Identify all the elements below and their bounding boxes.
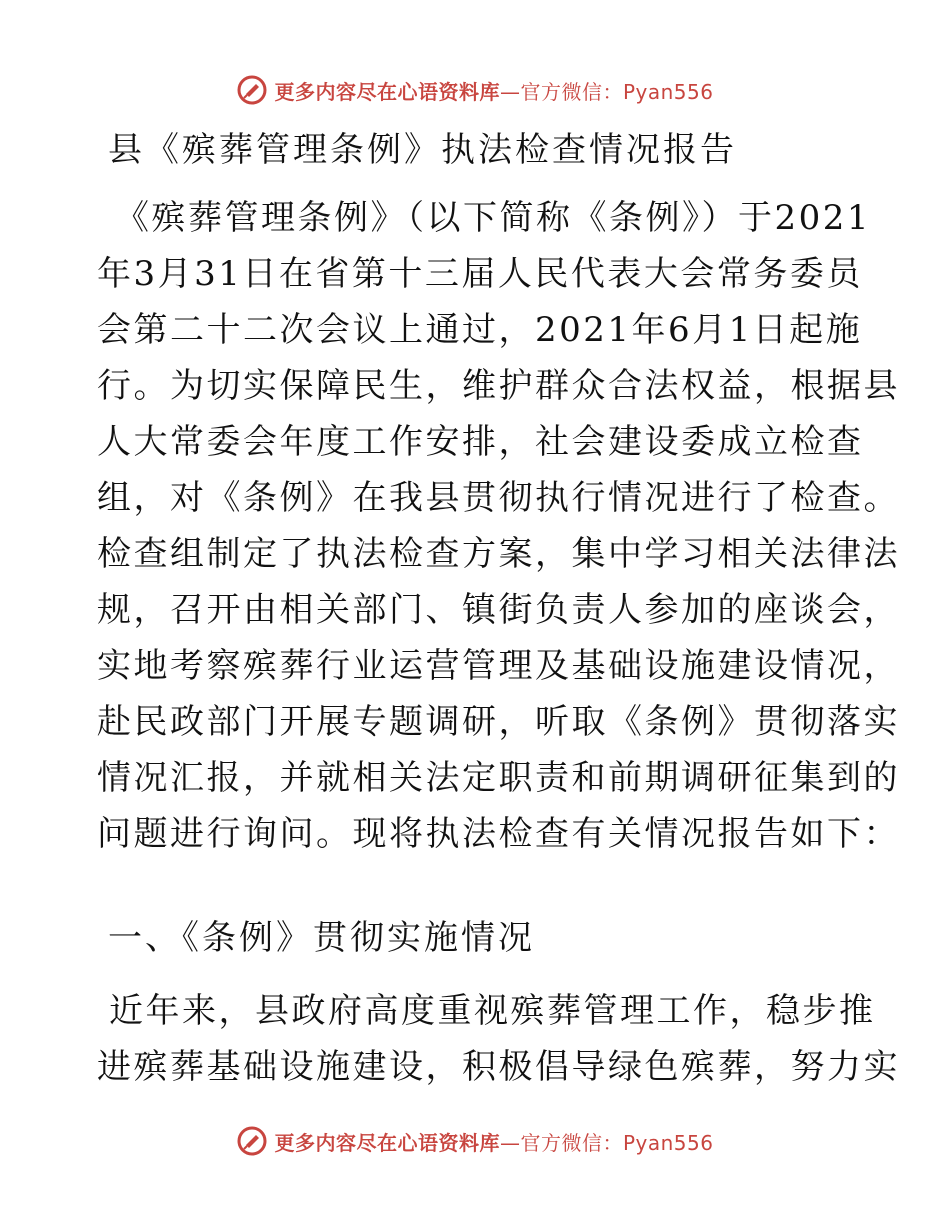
watermark-main-text: 更多内容尽在心语资料库 [274, 79, 500, 104]
paragraph-line: 组，对《条例》在我县贯彻执行情况进行了检查。 [97, 478, 900, 518]
paragraph-line: 近年来，县政府高度重视殡葬管理工作，稳步推 [109, 991, 876, 1031]
section-heading: 一、《条例》贯彻实施情况 [108, 918, 535, 958]
watermark-logo-icon [236, 1125, 268, 1157]
paragraph-line: 进殡葬基础设施建设，积极倡导绿色殡葬，努力实 [97, 1047, 900, 1087]
paragraph-line: 《殡葬管理条例》（以下简称《条例》）于2021 [115, 198, 872, 238]
paragraph-intro [97, 190, 900, 862]
paragraph-line: 实地考察殡葬行业运营管理及基础设施建设情况， [97, 646, 900, 686]
watermark-sub-text: —官方微信：Pyan556 [499, 1130, 714, 1155]
paragraph-line: 会第二十二次会议上通过，2021年6月1日起施 [97, 310, 863, 350]
paragraph-line: 人大常委会年度工作安排，社会建设委成立检查 [97, 422, 864, 462]
paragraph-line: 情况汇报，并就相关法定职责和前期调研征集到的 [97, 758, 900, 798]
paragraph-line: 年3月31日在省第十三届人民代表大会常务委员 [97, 254, 863, 294]
paragraph-line: 规，召开由相关部门、镇街负责人参加的座谈会， [97, 590, 900, 630]
paragraph-line: 赴民政部门开展专题调研，听取《条例》贯彻落实 [97, 702, 900, 742]
watermark-sub-text: —官方微信：Pyan556 [499, 79, 714, 104]
paragraph-line: 问题进行询问。现将执法检查有关情况报告如下： [97, 814, 900, 854]
watermark-banner-top [0, 70, 950, 110]
watermark-main-text: 更多内容尽在心语资料库 [274, 1130, 500, 1155]
watermark-logo-icon [236, 74, 268, 106]
paragraph-line: 行。为切实保障民生，维护群众合法权益，根据县 [97, 366, 900, 406]
document-title: 县《殡葬管理条例》执法检查情况报告 [108, 130, 737, 170]
watermark-banner-bottom [0, 1121, 950, 1161]
paragraph-line: 检查组制定了执法检查方案，集中学习相关法律法 [97, 534, 900, 574]
paragraph-section1 [97, 983, 900, 1095]
